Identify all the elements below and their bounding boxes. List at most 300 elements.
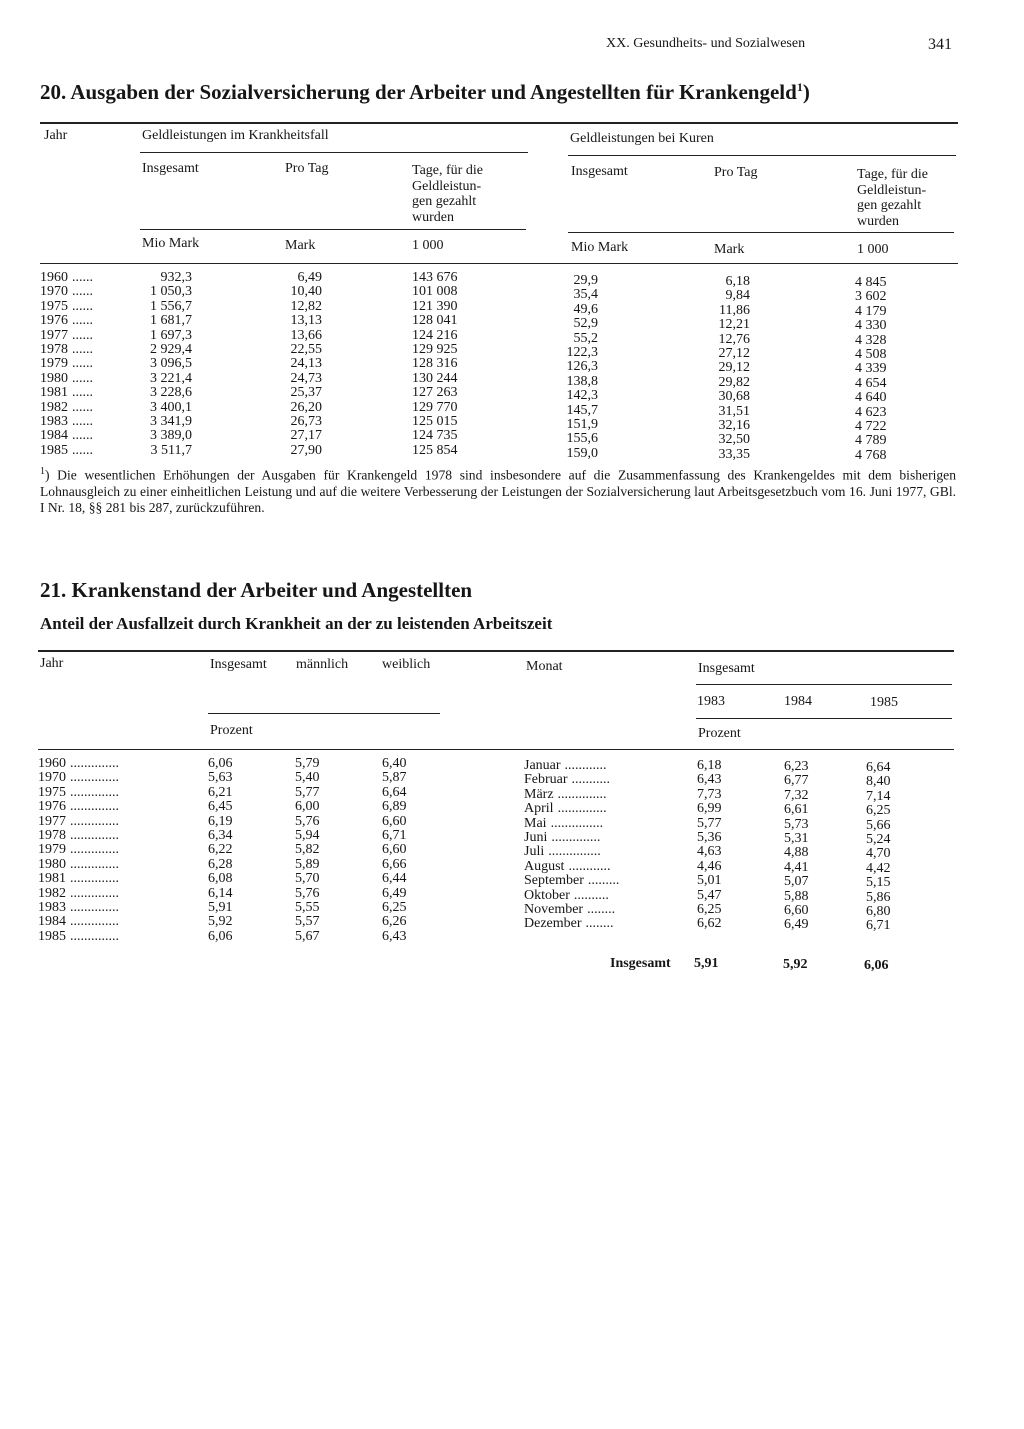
table20-h-k-tage-line3: gen gezahlt	[412, 194, 477, 209]
table-cell: 13,13	[290, 313, 322, 329]
table-cell: 6,61	[784, 802, 809, 818]
table-cell: 6,64	[382, 784, 407, 800]
table-cell: 25,37	[290, 385, 322, 401]
table21-h-1985: 1985	[870, 695, 898, 710]
table21-h-maennlich: männlich	[296, 657, 349, 672]
table21-years	[38, 757, 119, 944]
table-cell: 5,24	[866, 831, 891, 847]
table21-col-jahr: Jahr	[40, 656, 64, 671]
table-cell: 5,82	[295, 842, 320, 858]
table-cell: 122,3	[566, 344, 598, 360]
table21-h-1983: 1983	[697, 694, 725, 709]
table20-h-c-tage-line4: wurden	[857, 213, 899, 229]
table21-year-row	[38, 843, 119, 857]
table21-m-1984	[784, 760, 809, 933]
table-cell: 143 676	[412, 270, 458, 285]
table-cell: 5,40	[295, 770, 320, 786]
table-cell: 5,87	[382, 770, 407, 786]
table21-title: 21. Krankenstand der Arbeiter und Angestellten	[40, 578, 473, 602]
table-cell: 126,3	[566, 359, 598, 375]
dot-leader: ......	[72, 356, 93, 372]
table-cell: 5,63	[208, 770, 233, 786]
table21-year-row	[38, 930, 119, 944]
dot-leader: ...............	[550, 815, 604, 831]
table-cell: 22,55	[290, 341, 322, 357]
month-label: Juni	[524, 829, 548, 845]
year-label: 1985	[38, 928, 66, 944]
table-cell: 5,36	[697, 829, 722, 845]
table-cell: 4 640	[855, 390, 887, 406]
table20-c-tage	[855, 276, 887, 463]
table-cell: 5,88	[784, 888, 809, 904]
year-label: 1984	[40, 428, 68, 444]
dot-leader: ......	[72, 313, 93, 329]
table-cell: 130 244	[412, 370, 458, 386]
table-cell: 5,55	[295, 899, 320, 915]
table-cell: 6,22	[208, 842, 233, 858]
table-cell: 5,07	[784, 874, 809, 890]
table-cell: 6,21	[208, 784, 233, 800]
table-cell: 142,3	[566, 388, 598, 404]
year-label: 1980	[40, 370, 68, 386]
table20-h-c-tage-line2: Geldleistun-	[857, 182, 927, 198]
year-label: 1975	[40, 298, 68, 314]
table21-year-row	[38, 786, 119, 800]
year-label: 1984	[38, 914, 66, 930]
table20-c-insgesamt	[550, 274, 598, 461]
dot-leader: ..............	[70, 770, 119, 786]
table-cell: 4,63	[697, 844, 722, 860]
table-cell: 4,70	[866, 846, 891, 862]
year-label: 1977	[40, 327, 68, 343]
table-cell: 4,41	[784, 859, 809, 875]
table-cell: 5,76	[295, 813, 320, 829]
table21-total-1984: 5,92	[783, 957, 808, 972]
month-row	[524, 889, 619, 903]
table-cell: 4,46	[697, 858, 722, 874]
month-label: Mai	[524, 815, 547, 831]
table-cell: 6,71	[382, 827, 407, 843]
table20-h-c-tage-line3: gen gezahlt	[857, 198, 922, 213]
table21-year-row	[38, 858, 119, 872]
table-cell: 5,73	[784, 816, 809, 832]
month-label: September	[524, 873, 584, 889]
table-cell: 52,9	[573, 316, 598, 332]
table-cell: 932,3	[160, 270, 192, 285]
table-cell: 6,26	[382, 914, 407, 930]
table21-u-prozent-right: Prozent	[698, 726, 741, 741]
table-cell: 6,99	[697, 801, 722, 817]
table-cell: 4,88	[784, 845, 809, 861]
table20-h-c-tage	[857, 167, 928, 229]
table20-year-row	[40, 415, 93, 429]
table20-year-row	[40, 285, 93, 299]
month-label: April	[524, 801, 554, 817]
table-cell: 4 339	[855, 361, 887, 377]
table20-title-footnote-mark: 1	[796, 80, 803, 94]
table21-year-row	[38, 800, 119, 814]
table-cell: 6,66	[382, 856, 407, 872]
table-cell: 5,66	[866, 817, 891, 833]
table-cell: 4 179	[855, 303, 887, 319]
table20-year-row	[40, 401, 93, 415]
table-cell: 24,13	[290, 356, 322, 372]
table20-u-k-1000: 1 000	[412, 238, 444, 253]
month-row	[524, 773, 619, 787]
table21-h-insgesamt-right: Insgesamt	[698, 661, 755, 676]
dot-leader: ........	[585, 916, 614, 932]
table-cell: 5,94	[295, 827, 320, 843]
table20-year-row	[40, 343, 93, 357]
table20-u-c-mio: Mio Mark	[571, 240, 629, 255]
month-label: August	[524, 858, 565, 874]
table20-k-tage	[412, 271, 458, 458]
year-label: 1983	[40, 413, 68, 429]
table-cell: 6,18	[725, 274, 750, 289]
dot-leader: ..............	[557, 786, 607, 802]
year-label: 1980	[38, 856, 66, 872]
dot-leader: ......	[72, 284, 93, 300]
table20-footnote	[40, 464, 956, 516]
table-cell: 2 929,4	[150, 341, 192, 357]
table21-year-row	[38, 757, 119, 771]
table-cell: 6,25	[697, 901, 722, 917]
year-label: 1985	[40, 442, 68, 458]
table-cell: 6,40	[382, 756, 407, 771]
month-row	[524, 802, 619, 816]
year-label: 1976	[38, 799, 66, 815]
dot-leader: ......	[72, 428, 93, 444]
dot-leader: ...............	[548, 844, 601, 860]
table-cell: 5,57	[295, 914, 320, 930]
dot-leader: ..............	[70, 827, 119, 843]
table-cell: 6,49	[382, 885, 407, 901]
table21-insgesamt	[208, 757, 233, 944]
table-cell: 6,19	[208, 813, 233, 829]
table-cell: 128 316	[412, 356, 458, 372]
table-cell: 6,60	[382, 813, 407, 829]
table20-footnote-mark: 1	[40, 466, 45, 477]
year-label: 1982	[40, 399, 68, 415]
table-cell: 7,14	[866, 788, 891, 804]
table21-total-1983: 5,91	[694, 956, 719, 971]
month-label: Juli	[524, 844, 545, 860]
table20-u-k-mio: Mio Mark	[142, 236, 200, 251]
table-cell: 26,73	[290, 413, 322, 429]
table-cell: 3 341,9	[150, 413, 192, 429]
month-row	[524, 874, 619, 888]
table20-col-jahr: Jahr	[44, 128, 68, 143]
table20-c-protag	[705, 275, 750, 462]
table21-year-row	[38, 901, 119, 915]
table-cell: 6,71	[866, 918, 891, 934]
table-cell: 6,49	[784, 917, 809, 933]
table-cell: 6,60	[382, 842, 407, 858]
month-label: Oktober	[524, 887, 570, 903]
month-label: Januar	[524, 758, 561, 773]
dot-leader: ......	[72, 270, 93, 285]
table-cell: 3 511,7	[150, 442, 192, 458]
table20-h-c-insgesamt: Insgesamt	[571, 164, 628, 179]
month-row	[524, 817, 619, 831]
table20-year-row	[40, 444, 93, 458]
table-cell: 129 770	[412, 399, 458, 415]
table-cell: 6,64	[866, 760, 891, 775]
dot-leader: ......	[72, 385, 93, 401]
table-cell: 4 623	[855, 404, 887, 420]
year-label: 1960	[40, 270, 68, 285]
table-cell: 29,9	[573, 273, 598, 288]
table-cell: 1 681,7	[150, 313, 192, 329]
table-cell: 24,73	[290, 370, 322, 386]
table-cell: 6,60	[784, 902, 809, 918]
table21-total-label: Insgesamt	[610, 956, 671, 971]
month-label: November	[524, 901, 584, 917]
table-cell: 6,34	[208, 827, 233, 843]
table20-title-paren: )	[802, 80, 810, 104]
table-cell: 27,12	[718, 345, 750, 361]
dot-leader: ..............	[551, 829, 601, 845]
year-label: 1978	[38, 827, 66, 843]
table-cell: 5,77	[697, 815, 722, 831]
month-label: Februar	[524, 772, 568, 788]
table-cell: 6,00	[295, 799, 320, 815]
dot-leader: ..............	[70, 842, 119, 858]
table21-year-row	[38, 915, 119, 929]
table-cell: 6,25	[382, 899, 407, 915]
table21-subtitle: Anteil der Ausfallzeit durch Krankheit an der zu leistenden Arbeitszeit	[40, 614, 553, 633]
year-label: 1975	[38, 784, 66, 800]
table-cell: 27,90	[290, 442, 322, 458]
table-cell: 138,8	[566, 373, 598, 389]
table-cell: 124 216	[412, 327, 458, 343]
table-cell: 6,06	[208, 756, 233, 771]
dot-leader: ..........	[573, 887, 609, 903]
dot-leader: ...........	[571, 772, 611, 788]
table-cell: 32,50	[718, 432, 750, 448]
table-cell: 4 789	[855, 433, 887, 449]
table-cell: 125 854	[412, 442, 458, 458]
table-cell: 5,01	[697, 873, 722, 889]
dot-leader: ............	[568, 858, 611, 874]
table-cell: 125 015	[412, 413, 458, 429]
table-cell: 6,43	[697, 772, 722, 788]
table-cell: 129 925	[412, 341, 458, 357]
table-cell: 3 602	[855, 289, 887, 305]
table-cell: 159,0	[566, 445, 598, 461]
table-cell: 3 096,5	[150, 356, 192, 372]
table-cell: 5,76	[295, 885, 320, 901]
table-cell: 6,28	[208, 856, 233, 872]
year-label: 1981	[38, 871, 66, 887]
table-cell: 1 050,3	[150, 284, 192, 300]
table-cell: 6,62	[697, 916, 722, 932]
table-cell: 4 508	[855, 346, 887, 362]
table20-u-c-mark: Mark	[714, 242, 745, 257]
table-cell: 5,70	[295, 871, 320, 887]
table21-h-1984: 1984	[784, 694, 812, 709]
table-cell: 121 390	[412, 298, 458, 314]
table21-year-row	[38, 815, 119, 829]
table-cell: 32,16	[718, 417, 750, 433]
month-label: Dezember	[524, 916, 582, 932]
table-cell: 6,77	[784, 773, 809, 789]
table-cell: 26,20	[290, 399, 322, 415]
table20-year-row	[40, 357, 93, 371]
month-row	[524, 917, 619, 931]
dot-leader: ......	[72, 370, 93, 386]
table20-units-rule-left	[140, 229, 526, 230]
table21-right-group-rule	[696, 684, 952, 685]
table-cell: 29,82	[718, 374, 750, 390]
table21-year-row	[38, 887, 119, 901]
table21-m-1985	[866, 761, 891, 934]
month-row	[524, 759, 619, 773]
dot-leader: ..............	[70, 756, 119, 771]
table20-h-k-tage-line4: wurden	[412, 209, 454, 225]
table-cell: 5,67	[295, 928, 320, 944]
table-cell: 124 735	[412, 428, 458, 444]
year-label: 1978	[40, 341, 68, 357]
table-cell: 5,92	[208, 914, 233, 930]
table-cell: 5,89	[295, 856, 320, 872]
table-cell: 12,76	[718, 331, 750, 347]
year-label: 1960	[38, 756, 66, 771]
table20-units-rule-right	[568, 232, 954, 233]
table21-year-row	[38, 771, 119, 785]
month-row	[524, 903, 619, 917]
table20-years	[40, 271, 93, 458]
table20-body-rule	[40, 263, 958, 264]
table20-title-text: 20. Ausgaben der Sozialversicherung der Arbeiter und Angestellten für Krankengeld	[40, 80, 797, 104]
page-number: 341	[928, 36, 952, 53]
table-cell: 6,23	[784, 759, 809, 774]
table-cell: 3 389,0	[150, 428, 192, 444]
table-cell: 6,45	[208, 799, 233, 815]
table20-group-krankheitsfall: Geldleistungen im Krankheitsfall	[142, 128, 329, 143]
table-cell: 5,91	[208, 899, 233, 915]
table-cell: 6,80	[866, 903, 891, 919]
table-cell: 3 228,6	[150, 385, 192, 401]
dot-leader: ........	[587, 901, 616, 917]
table21-weiblich	[382, 757, 407, 944]
table21-left-units-rule	[208, 713, 440, 714]
table20-k-protag	[280, 271, 322, 458]
table-cell: 35,4	[573, 287, 598, 303]
table20-year-row	[40, 314, 93, 328]
table-cell: 12,82	[290, 298, 322, 314]
running-title: XX. Gesundheits- und Sozialwesen	[606, 36, 806, 51]
year-label: 1983	[38, 899, 66, 915]
table20-k-insgesamt	[132, 271, 192, 458]
table-cell: 128 041	[412, 313, 458, 329]
table21-m-1983	[697, 759, 722, 932]
table20-h-c-tage-line1: Tage, für die	[857, 167, 928, 182]
table20-year-row	[40, 271, 93, 285]
year-label: 1976	[40, 313, 68, 329]
table-cell: 1 697,3	[150, 327, 192, 343]
table-cell: 6,18	[697, 758, 722, 773]
table-cell: 4 845	[855, 275, 887, 290]
dot-leader: ..............	[70, 928, 119, 944]
table21-year-row	[38, 829, 119, 843]
table20-footnote-text: ) Die wesentlichen Erhöhungen der Ausgaben für Krankengeld 1978 sind insbesondere auf die Zusammenfassung des Krankengeldes mit dem bisherigen Lohnausgleich zu einer einheitlichen Leistung und auf die weitere Verbesserung der Leistungen der Sozialversicherung laut Arbeitsgesetzbuch vom 16. Juni 1977, GBl. I Nr. 18, §§ 281 bis 287, zurückzuführen.	[40, 467, 956, 515]
table-cell: 6,43	[382, 928, 407, 944]
table-cell: 5,77	[295, 784, 320, 800]
table-cell: 9,84	[725, 288, 750, 304]
month-row	[524, 845, 619, 859]
dot-leader: ......	[72, 327, 93, 343]
table-cell: 4 330	[855, 318, 887, 334]
table-cell: 155,6	[566, 431, 598, 447]
dot-leader: ..............	[70, 914, 119, 930]
dot-leader: ............	[564, 758, 607, 773]
table-cell: 6,06	[208, 928, 233, 944]
table20-year-row	[40, 372, 93, 386]
table20-top-rule	[40, 122, 958, 124]
table-cell: 31,51	[718, 403, 750, 419]
table20-h-c-protag: Pro Tag	[714, 165, 758, 180]
dot-leader: ..............	[70, 885, 119, 901]
table-cell: 30,68	[718, 389, 750, 405]
table20-h-k-tage-line2: Geldleistun-	[412, 178, 482, 194]
year-label: 1970	[40, 284, 68, 300]
dot-leader: ..............	[70, 813, 119, 829]
dot-leader: ......	[72, 399, 93, 415]
table-cell: 3 400,1	[150, 399, 192, 415]
dot-leader: ..............	[557, 801, 607, 817]
table21-maennlich	[295, 757, 320, 944]
table-cell: 12,21	[718, 317, 750, 333]
year-label: 1979	[38, 842, 66, 858]
table-cell: 151,9	[566, 416, 598, 432]
month-label: März	[524, 786, 554, 802]
table-cell: 6,14	[208, 885, 233, 901]
table-cell: 11,86	[719, 302, 750, 318]
dot-leader: ......	[72, 442, 93, 458]
dot-leader: ..............	[70, 856, 119, 872]
dot-leader: ..............	[70, 871, 119, 887]
month-row	[524, 788, 619, 802]
table-cell: 27,17	[290, 428, 322, 444]
table21-h-monat: Monat	[526, 659, 563, 674]
table20-year-row	[40, 329, 93, 343]
year-label: 1982	[38, 885, 66, 901]
dot-leader: ..............	[70, 899, 119, 915]
year-label: 1977	[38, 813, 66, 829]
table-cell: 13,66	[290, 327, 322, 343]
month-row	[524, 860, 619, 874]
table20-h-k-insgesamt: Insgesamt	[142, 161, 199, 176]
table-cell: 7,73	[697, 786, 722, 802]
table20-group-kuren: Geldleistungen bei Kuren	[570, 131, 714, 146]
table21-body-rule	[38, 749, 954, 750]
table-cell: 55,2	[573, 330, 598, 346]
table20-year-row	[40, 429, 93, 443]
table21-right-units-rule	[696, 718, 952, 719]
table-cell: 6,25	[866, 803, 891, 819]
table20-title	[40, 80, 810, 105]
table20-u-c-1000: 1 000	[857, 242, 889, 257]
table-cell: 4 654	[855, 375, 887, 391]
table21-h-weiblich: weiblich	[382, 657, 431, 672]
table21-total-1985: 6,06	[864, 958, 889, 973]
table-cell: 3 221,4	[150, 370, 192, 386]
table21-months	[524, 759, 619, 932]
table-cell: 49,6	[573, 301, 598, 317]
table-cell: 6,49	[297, 270, 322, 285]
table-cell: 1 556,7	[150, 298, 192, 314]
